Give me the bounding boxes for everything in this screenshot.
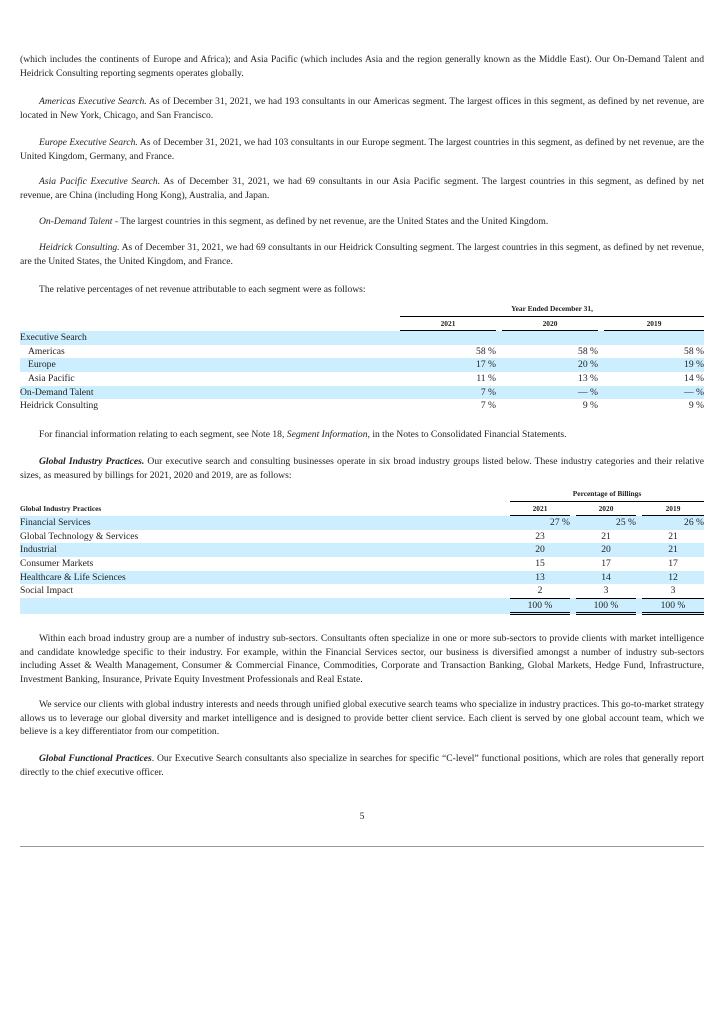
cell-value: 21 — [601, 530, 611, 542]
subsectors-paragraph: Within each broad industry group are a number of industry sub-sectors. Consultants often specialize in one or more sub-sectors to provide clients with market intelligence and candidate knowledge specific to their industry. For example, within the Financial Services sector, our business is diversified amongst a number of industry sub-sectors including Asset & Wealth Management, Consumer & Commercial Finance, Commodities, Corporate and Transaction Banking, Global Markets, Hedge Fund, Infrastructure, Investment Banking, Insurance, Private Equity Investment Professionals and Real Estate. — [20, 633, 704, 685]
cell-value: 58 % — [684, 345, 704, 357]
cell-value: 26 % — [642, 516, 704, 530]
table-row — [20, 571, 704, 585]
row-label: Healthcare & Life Sciences — [20, 571, 510, 585]
cell-value: — % — [604, 386, 704, 400]
row-label: Americas — [28, 345, 65, 357]
segment-period-header: Year Ended December 31, — [400, 302, 704, 316]
page-divider — [20, 846, 704, 847]
cell-value: 25 % — [576, 516, 636, 530]
financial-note-paragraph — [20, 428, 704, 442]
cell-value: 2 — [510, 584, 570, 598]
consulting-text: As of December 31, 2021, we had 69 consultants in our Heidrick Consulting segment. The largest countries in this segment, as defined by net revenue, are the United States, the United Kingdom, and France. — [20, 242, 704, 267]
industry-column-header: Global Industry Practices — [20, 503, 102, 513]
cell-value: 20 % — [502, 358, 598, 372]
total-value: 100 % — [642, 598, 704, 614]
row-label: Global Technology & Services — [20, 530, 139, 542]
asia-lead: Asia Pacific Executive Search. — [39, 176, 161, 187]
cell-value: 9 % — [688, 400, 704, 412]
cell-value: 14 — [576, 571, 636, 585]
table-row — [20, 399, 704, 413]
europe-paragraph — [20, 136, 704, 163]
cell-value: 13 % — [578, 372, 598, 384]
europe-text: As of December 31, 2021, we had 103 consultants in our Europe segment. The largest countries in this segment, as defined by net revenue, are the United Kingdom, Germany, and France. — [20, 137, 704, 162]
europe-lead: Europe Executive Search. — [39, 137, 138, 148]
cell-value: 17 — [601, 557, 611, 569]
row-label: Consumer Markets — [20, 557, 94, 569]
americas-paragraph — [20, 95, 704, 122]
americas-text: As of December 31, 2021, we had 193 consultants in our Americas segment. The largest offices in this segment, as defined by net revenue, are located in New York, Chicago, and San Francisco. — [20, 96, 704, 121]
relative-intro: The relative percentages of net revenue attributable to each segment were as follows: — [39, 284, 366, 295]
cell-value: 58 % — [578, 345, 598, 357]
global-industry-lead: Global Industry Practices. — [39, 456, 145, 467]
financial-note-text: For financial information relating to each segment, see Note 18, — [39, 429, 287, 440]
table-row — [20, 530, 704, 544]
financial-note-tail: , in the Notes to Consolidated Financial Statements. — [367, 429, 567, 440]
billings-year-2020: 2020 — [576, 501, 636, 516]
table-row — [20, 557, 704, 571]
table-row — [20, 372, 704, 386]
cell-value: 3 — [642, 584, 704, 598]
table-row — [20, 516, 704, 530]
cell-value: 7 % — [400, 386, 496, 400]
cell-value: — % — [502, 386, 598, 400]
cell-value: 14 % — [684, 372, 704, 384]
cell-value: 23 — [535, 530, 545, 542]
cell-value: 11 % — [476, 372, 496, 384]
global-industry-paragraph — [20, 455, 704, 482]
asia-text: As of December 31, 2021, we had 69 consultants in our Asia Pacific segment. The largest countries in this segment, as defined by net revenue, are China (including Hong Kong), Australia, and Japan. — [20, 176, 704, 201]
functional-text: . Our Executive Search consultants also specialize in searches for specific “C-level” functional positions, which are roles that generally report directly to the chief executive officer. — [20, 753, 704, 778]
row-label: Heidrick Consulting — [20, 400, 99, 412]
billings-year-2019: 2019 — [642, 501, 704, 516]
consulting-lead: Heidrick Consulting. — [39, 242, 120, 253]
table-row — [20, 543, 704, 557]
cell-value: 21 — [668, 530, 678, 542]
cell-value: 21 — [642, 543, 704, 557]
financial-note-ref: Segment Information — [286, 429, 368, 440]
functional-lead: Global Functional Practices — [39, 753, 152, 764]
billings-year-2021: 2021 — [510, 501, 570, 516]
table-row — [20, 584, 704, 598]
intro-paragraph: (which includes the continents of Europe and Africa); and Asia Pacific (which includes Asia and the region generally known as the Middle East). Our On-Demand Talent and Heidrick Consulting reporting segments operates globally. — [20, 54, 704, 79]
table-row — [20, 331, 704, 345]
ondemand-paragraph — [20, 215, 704, 229]
cell-value: 9 % — [582, 400, 598, 412]
ondemand-lead: On-Demand Talent — [39, 216, 113, 227]
row-label: Europe — [20, 358, 400, 372]
segment-revenue-table — [20, 302, 704, 413]
cell-value: 17 — [668, 557, 678, 569]
cell-value: 3 — [576, 584, 636, 598]
billings-period-header: Percentage of Billings — [510, 487, 704, 501]
segment-year-2021: 2021 — [400, 316, 496, 331]
cell-value: 13 — [510, 571, 570, 585]
service-paragraph: We service our clients with global industry interests and needs through unified global executive search teams who specialize in industry practices. This go-to-market strategy allows us to leverage our global diversity and market intelligence and is designed to provide better client service. Each client is served by one global account team, which we believe is a key differentiator from our competition. — [20, 699, 704, 738]
cell-value: 15 — [535, 557, 545, 569]
asia-paragraph — [20, 175, 704, 202]
segment-year-2020: 2020 — [502, 316, 598, 331]
cell-value: 12 — [642, 571, 704, 585]
row-label: Financial Services — [20, 516, 510, 530]
cell-value: 20 — [576, 543, 636, 557]
row-label: On-Demand Talent — [20, 386, 400, 400]
totals-row — [20, 598, 704, 614]
total-value: 100 % — [510, 598, 570, 614]
industry-billings-table — [20, 487, 704, 615]
cell-value: 7 % — [480, 400, 496, 412]
executive-search-group-label: Executive Search — [20, 331, 400, 345]
cell-value: 20 — [510, 543, 570, 557]
page-number: 5 — [359, 811, 365, 822]
americas-lead: Americas Executive Search. — [39, 96, 147, 107]
functional-paragraph — [20, 752, 704, 779]
global-industry-text: Our executive search and consulting businesses operate in six broad industry groups listed below. These industry categories and their relative sizes, as measured by billings for 2021, 2020 and 2019, are as follows: — [20, 456, 704, 481]
row-label: Social Impact — [20, 585, 74, 597]
table-row — [20, 345, 704, 359]
consulting-paragraph — [20, 241, 704, 268]
cell-value: 58 % — [476, 345, 496, 357]
cell-value: 27 % — [510, 516, 570, 530]
segment-year-2019: 2019 — [604, 316, 704, 331]
table-row — [20, 358, 704, 372]
table-row — [20, 386, 704, 400]
cell-value: 19 % — [604, 358, 704, 372]
row-label: Industrial — [20, 543, 510, 557]
ondemand-text: - The largest countries in this segment, as defined by net revenue, are the United States and the United Kingdom. — [112, 216, 549, 227]
row-label: Asia Pacific — [28, 372, 75, 384]
cell-value: 17 % — [400, 358, 496, 372]
total-value: 100 % — [576, 598, 636, 614]
